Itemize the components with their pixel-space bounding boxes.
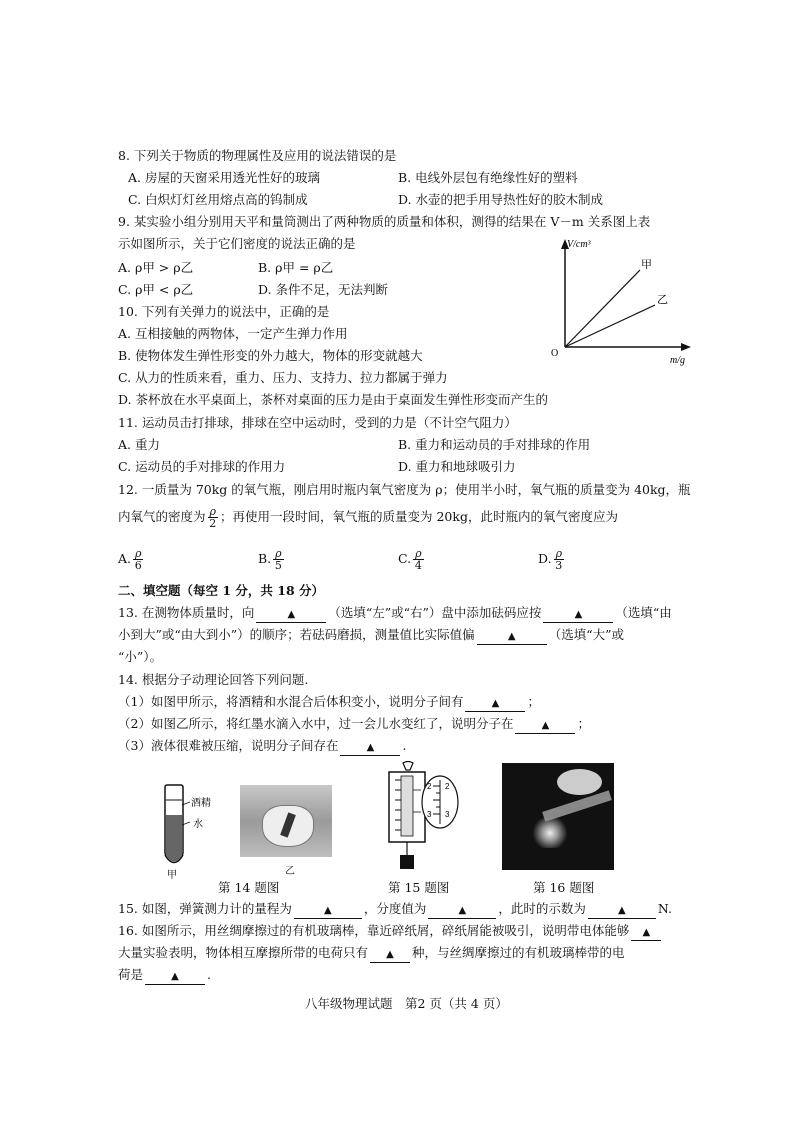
q12-option-c: C. $\frac{\rho}{4}$ [398,547,422,572]
q15-blank-2[interactable]: ▲ [428,902,496,919]
q13-line3: “小”）。 [118,649,163,664]
q8-option-a: A. 房屋的天窗采用透光性好的玻璃 [128,170,320,185]
graph-origin: O [551,348,559,359]
line-jia [565,270,640,347]
q10-stem: 10. 下列有关弹力的说法中，正确的是 [118,304,330,319]
q9-option-b: B. ρ甲 = ρ乙 [258,260,334,275]
q9-stem-line2: 示如图所示，关于它们密度的说法正确的是 [118,236,356,251]
scale-mark-4: 3 [445,810,450,819]
q16-line2: 大量实验表明，物体相互摩擦所带的电荷只有 ▲ 种，与丝绸摩擦过的有机玻璃棒带的电 [118,944,625,963]
q13-blank-3[interactable]: ▲ [477,628,547,645]
label-yi: 乙 [285,866,295,877]
q14-stem: 14. 根据分子动理论回答下列问题. [118,672,309,687]
q13-blank-1[interactable]: ▲ [256,606,326,623]
q9-option-a: A. ρ甲 > ρ乙 [118,260,194,275]
q10-option-d: D. 茶杯放在水平桌面上，茶杯对桌面的压力是由于桌面发生弹性形变而产生的 [118,392,549,407]
graph-xlabel: m/g [670,355,685,366]
q13-line1: 13. 在测物体质量时，向 ▲ （选填“左”或“右”）盘中添加砝码应按 ▲ （选填“由 [118,604,672,623]
scale-mark-3: 2 [445,782,450,791]
q14-sub2: （2）如图乙所示，将红墨水滴入水中，过一会儿水变红了，说明分子在 ▲ ； [118,715,590,734]
scale-mark-2: 3 [427,810,432,819]
caption-fig15: 第 15 题图 [388,880,450,895]
q14-blank-1[interactable]: ▲ [465,695,525,712]
q16-blank-3[interactable]: ▲ [145,968,205,985]
q11-option-a: A. 重力 [118,437,160,452]
q8-option-b: B. 电线外层包有绝缘性好的塑料 [398,170,578,185]
caption-fig16: 第 16 题图 [533,880,595,895]
line-yi [565,305,655,347]
q16-blank-2[interactable]: ▲ [370,946,410,963]
q8-stem: 8. 下列关于物质的物理属性及应用的说法错误的是 [118,148,397,163]
q9-option-d: D. 条件不足，无法判断 [258,282,389,297]
q12-option-d: D. $\frac{\rho}{3}$ [538,547,563,572]
q9-option-c: C. ρ甲 < ρ乙 [118,282,194,297]
graph-ylabel: V/cm³ [567,239,591,250]
q12-stem-line2 [118,506,618,529]
q16-line1: 16. 如图所示，用丝绸摩擦过的有机玻璃棒，靠近碎纸屑，碎纸屑能被吸引，说明带电体能够 ▲ [118,922,663,941]
q15-line: 15. 如图，弹簧测力计的量程为 ▲ ，分度值为 ▲ ，此时的示数为 ▲ N. [118,900,672,919]
graph-label-yi: 乙 [657,293,668,306]
scale-mark-1: 2 [427,782,432,791]
label-water: 水 [193,819,203,830]
q11-option-d: D. 重力和地球吸引力 [398,459,516,474]
test-tube-figure [155,780,225,880]
q10-option-b: B. 使物体发生弹性形变的外力越大，物体的形变就越大 [118,348,423,363]
q11-stem: 11. 运动员击打排球，排球在空中运动时，受到的力是（不计空气阻力） [118,415,517,430]
q13-line2: 小到大”或“由大到小”）的顺序；若砝码磨损，测量值比实际值偏 ▲ （选填“大”或 [118,626,624,645]
q16-line3: 荷是 ▲ . [118,966,211,985]
rho-half-fraction: $\frac{\rho}{2}$ [209,505,217,530]
q10-option-a: A. 互相接触的两物体，一定产生弹力作用 [118,326,348,341]
q11-option-c: C. 运动员的手对排球的作用力 [118,459,286,474]
q8-option-c: C. 白炽灯灯丝用熔点高的钨制成 [128,192,308,207]
q11-option-b: B. 重力和运动员的手对排球的作用 [398,437,591,452]
label-jia: 甲 [167,870,177,880]
spring-scale-figure [375,760,465,875]
q14-sub3: （3）液体很难被压缩，说明分子间存在 ▲ . [118,737,406,756]
rod-paper-photo [502,763,614,870]
q8-option-d: D. 水壶的把手用导热性好的胶木制成 [398,192,604,207]
vm-graph [545,235,695,370]
q13-blank-2[interactable]: ▲ [543,606,613,623]
page-footer: 八年级物理试题 第2 页（共 4 页） [305,996,508,1011]
q15-blank-3[interactable]: ▲ [588,902,656,919]
caption-fig14: 第 14 题图 [218,880,280,895]
q14-blank-2[interactable]: ▲ [515,717,575,734]
q16-blank-1[interactable]: ▲ [631,924,661,941]
label-alcohol: 酒精 [191,798,211,809]
q12-stem-2b: ；再使用一段时间，氧气瓶的质量变为 20kg，此时瓶内的氧气密度应为 [219,509,618,524]
section-2-heading: 二、填空题（每空 1 分，共 18 分） [118,583,325,598]
q12-stem-line1: 12. 一质量为 70kg 的氧气瓶，刚启用时瓶内氧气密度为 ρ；使用半小时，氧气瓶的质量变为 40kg，瓶 [118,482,691,497]
ink-in-water-photo [240,785,332,857]
q12-option-a: A. $\frac{\rho}{6}$ [118,547,142,572]
graph-label-jia: 甲 [641,258,652,271]
q14-sub1: （1）如图甲所示，将酒精和水混合后体积变小，说明分子间有 ▲ ； [118,693,540,712]
q10-option-c: C. 从力的性质来看，重力、压力、支持力、拉力都属于弹力 [118,370,448,385]
q14-blank-3[interactable]: ▲ [340,739,400,756]
q9-stem-line1: 9. 某实验小组分别用天平和量筒测出了两种物质的质量和体积，测得的结果在 V－m 关系图上表 [118,214,651,229]
q12-option-b: B. $\frac{\rho}{5}$ [258,547,282,572]
q12-stem-2a: 内氧气的密度为 [118,509,206,524]
q15-blank-1[interactable]: ▲ [294,902,362,919]
